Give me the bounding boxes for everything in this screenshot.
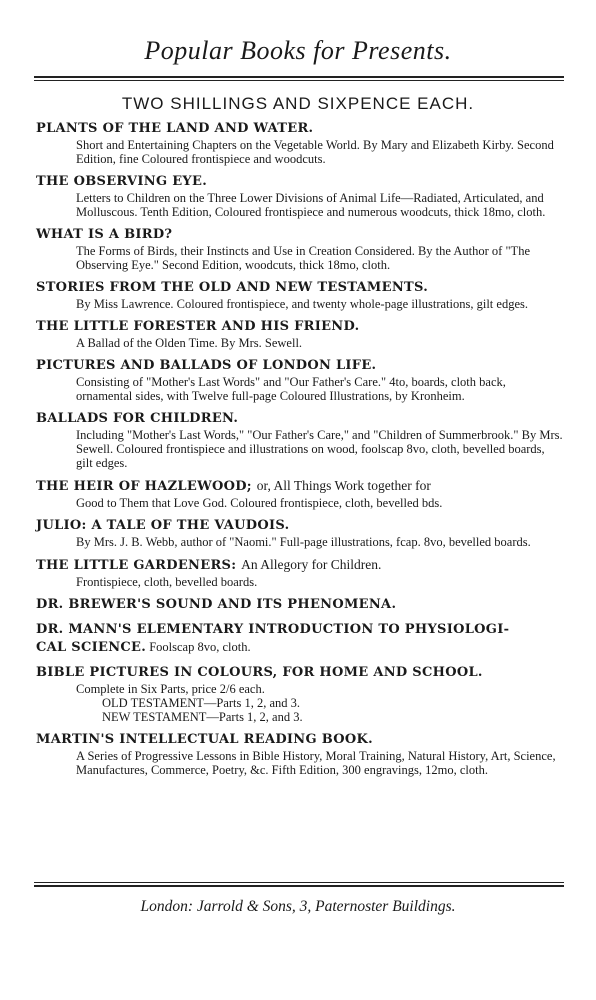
book-entry: [36, 120, 564, 166]
book-description: Consisting of "Mother's Last Words" and "Our Father's Care." 4to, boards, cloth back, ornamental sides, with Twelve full-page Coloured Illustrations, by Kronheim.: [76, 375, 506, 403]
book-entry: [36, 477, 564, 510]
book-description: Good to Them that Love God. Coloured frontispiece, cloth, bevelled bds.: [76, 496, 443, 510]
footer-rule-thin: [34, 882, 564, 883]
book-description: Short and Entertaining Chapters on the Vegetable World. By Mary and Elizabeth Kirby. Second Edition, fine Coloured frontispiece and woodcuts.: [76, 138, 554, 166]
book-title-line: [36, 477, 564, 496]
book-entry: [36, 621, 564, 657]
book-title: THE OBSERVING EYE.: [36, 174, 208, 189]
book-entry: [36, 357, 564, 403]
book-title: DR. MANN'S ELEMENTARY INTRODUCTION TO PHYSIOLOGI-: [36, 622, 510, 637]
book-title: THE LITTLE GARDENERS:: [36, 558, 237, 573]
book-entry: [36, 517, 564, 549]
book-entry: [36, 318, 564, 350]
book-title: PLANTS OF THE LAND AND WATER.: [36, 121, 314, 136]
book-entry: [36, 556, 564, 589]
book-title-line: [36, 556, 564, 575]
price-heading: TWO SHILLINGS AND SIXPENCE EACH.: [121, 94, 475, 113]
book-entry: [36, 410, 564, 470]
page-title: Popular Books for Presents.: [144, 36, 452, 65]
book-format: Foolscap 8vo, cloth.: [149, 640, 251, 654]
book-title: WHAT IS A BIRD?: [36, 227, 173, 242]
book-title: DR. BREWER'S SOUND AND ITS PHENOMENA.: [36, 597, 397, 612]
book-description: Including "Mother's Last Words," "Our Father's Care," and "Children of Summerbrook." By Mrs. Sewell. Coloured frontispiece and illustrations on wood, foolscap 8vo, cloth, bevelled boards, gilt edges.: [76, 428, 563, 470]
book-list: [36, 120, 564, 784]
book-part: OLD TESTAMENT—Parts 1, 2, and 3.: [102, 696, 301, 710]
book-part: NEW TESTAMENT—Parts 1, 2, and 3.: [102, 710, 303, 724]
book-title: STORIES FROM THE OLD AND NEW TESTAMENTS.: [36, 280, 429, 295]
book-entry: [36, 226, 564, 272]
book-description: By Mrs. J. B. Webb, author of "Naomi." Full-page illustrations, fcap. 8vo, bevelled boards.: [76, 535, 531, 549]
book-entry: [36, 279, 564, 311]
book-entry: [36, 596, 564, 614]
book-title: JULIO: A TALE OF THE VAUDOIS.: [36, 518, 290, 533]
book-parts-list: [36, 696, 564, 724]
footer-rule-thick: [34, 885, 564, 887]
publisher-imprint: London: Jarrold & Sons, 3, Paternoster Buildings.: [140, 898, 456, 915]
book-description: A Series of Progressive Lessons in Bible History, Moral Training, Natural History, Art, Science, Manufactures, Commerce, Poetry, &c. Fifth Edition, 300 engravings, 12mo, cloth.: [76, 749, 556, 777]
book-description: Frontispiece, cloth, bevelled boards.: [76, 575, 258, 589]
book-description: Letters to Children on the Three Lower Divisions of Animal Life—Radiated, Articulated, and Molluscous. Tenth Edition, Coloured frontispiece and numerous woodcuts, thick 18mo, cloth.: [76, 191, 546, 219]
book-title: BIBLE PICTURES IN COLOURS, FOR HOME AND SCHOOL.: [36, 665, 483, 680]
header-rule-thin: [34, 80, 564, 81]
book-title: THE HEIR OF HAZLEWOOD;: [36, 479, 252, 494]
book-description: A Ballad of the Olden Time. By Mrs. Sewell.: [76, 336, 303, 350]
book-title: THE LITTLE FORESTER AND HIS FRIEND.: [36, 319, 360, 334]
book-description: By Miss Lawrence. Coloured frontispiece, and twenty whole-page illustrations, gilt edges.: [76, 297, 528, 311]
book-entry: [36, 664, 564, 724]
book-title-continuation: An Allegory for Children.: [241, 557, 382, 572]
book-description: The Forms of Birds, their Instincts and Use in Creation Considered. By the Author of "The Observing Eye." Second Edition, woodcuts, thick 18mo, cloth.: [76, 244, 530, 272]
book-entry: [36, 731, 564, 777]
book-title-continuation: CAL SCIENCE.: [36, 640, 147, 655]
book-description: Complete in Six Parts, price 2/6 each.: [76, 682, 265, 696]
book-title: BALLADS FOR CHILDREN.: [36, 411, 239, 426]
header-rule-thick: [34, 76, 564, 78]
book-title-continuation: or, All Things Work together for: [256, 478, 431, 493]
book-title: MARTIN'S INTELLECTUAL READING BOOK.: [36, 732, 373, 747]
book-entry: [36, 173, 564, 219]
book-title: PICTURES AND BALLADS OF LONDON LIFE.: [36, 358, 377, 373]
book-description: [36, 639, 564, 657]
